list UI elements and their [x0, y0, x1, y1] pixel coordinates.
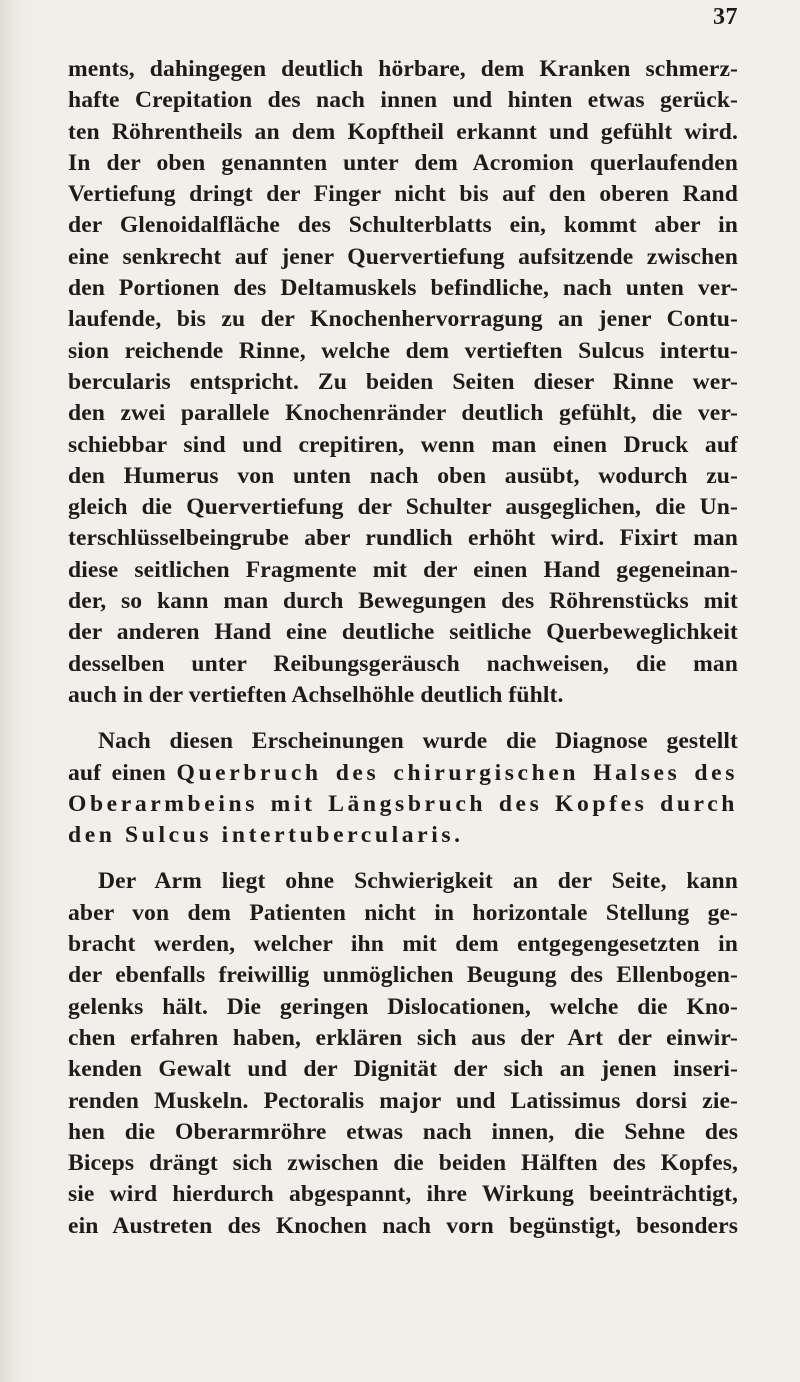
text-line: sion reichende Rinne, welche dem vertieften Sulcus intertu- — [68, 337, 738, 364]
diagnosis-emphasis: den Sulcus intertubercularis. — [68, 822, 464, 849]
text-line: der anderen Hand eine deutliche seitliche Querbeweglichkeit — [68, 619, 738, 646]
text-line: schiebbar sind und crepitiren, wenn man einen Druck auf — [68, 431, 738, 458]
text-line: chen erfahren haben, erklären sich aus der Art der einwir- — [68, 1024, 738, 1051]
text-line: Nach diesen Erscheinungen wurde die Diagnose gestellt — [98, 728, 738, 755]
text-line: terschlüsselbeingrube aber rundlich erhöht wird. Fixirt man — [68, 525, 738, 552]
diagnosis-emphasis: Querbruch des chirurgischen Halses des — [176, 759, 738, 786]
text-line: den Portionen des Deltamuskels befindliche, nach unten ver- — [68, 275, 738, 302]
text-line: hen die Oberarmröhre etwas nach innen, die Sehne des — [68, 1118, 738, 1145]
text-line: laufende, bis zu der Knochenhervorragung an jener Contu- — [68, 306, 738, 333]
text-line: ten Röhrentheils an dem Kopftheil erkannt und gefühlt wird. — [68, 118, 738, 145]
paragraph-gap — [68, 851, 738, 866]
text-line: eine senkrecht auf jener Quervertiefung aufsitzende zwischen — [68, 243, 738, 270]
text-line: gelenks hält. Die geringen Dislocationen, welche die Kno- — [68, 993, 738, 1020]
text-line: In der oben genannten unter dem Acromion querlaufenden — [68, 149, 738, 176]
text-line: kenden Gewalt und der Dignität der sich an jenen inseri- — [68, 1056, 738, 1083]
text-line: desselben unter Reibungsgeräusch nachweisen, die man — [68, 650, 738, 677]
text-line: diese seitlichen Fragmente mit der einen Hand gegeneinan- — [68, 556, 738, 583]
text-line: den zwei parallele Knochenränder deutlich gefühlt, die ver- — [68, 400, 738, 427]
text-fragment: auf einen — [68, 759, 166, 786]
text-line: gleich die Quervertiefung der Schulter ausgeglichen, die Un- — [68, 494, 738, 521]
text-line: der Glenoidalfläche des Schulterblatts ein, kommt aber in — [68, 212, 738, 239]
text-line: ments, dahingegen deutlich hörbare, dem Kranken schmerz- — [68, 56, 738, 82]
paragraph-1 — [68, 54, 738, 711]
diagnosis-emphasis: Oberarmbeins mit Längsbruch des Kopfes durch — [68, 790, 738, 817]
text-line: Biceps drängt sich zwischen die beiden Hälften des Kopfes, — [68, 1150, 738, 1177]
text-line: ein Austreten des Knochen nach vorn begünstigt, besonders — [68, 1212, 738, 1239]
text-line: Vertiefung dringt der Finger nicht bis auf den oberen Rand — [68, 181, 738, 208]
text-line: hafte Crepitation des nach innen und hinten etwas gerück- — [68, 87, 738, 114]
paragraph-3 — [68, 866, 738, 1242]
paragraph-2 — [68, 726, 738, 851]
text-line: der, so kann man durch Bewegungen des Röhrenstücks mit — [68, 588, 738, 615]
text-line: auch in der vertieften Achselhöhle deutlich fühlt. — [68, 681, 564, 708]
text-line: Der Arm liegt ohne Schwierigkeit an der Seite, kann — [98, 868, 738, 895]
body-text — [68, 54, 738, 1242]
text-line: der ebenfalls freiwillig unmöglichen Beugung des Ellenbogen- — [68, 962, 738, 989]
text-line: bracht werden, welcher ihn mit dem entgegengesetzten in — [68, 931, 738, 958]
text-line — [68, 758, 738, 789]
text-line: aber von dem Patienten nicht in horizontale Stellung ge- — [68, 899, 738, 926]
text-line: den Humerus von unten nach oben ausübt, wodurch zu- — [68, 462, 738, 489]
page-number: 37 — [713, 4, 738, 30]
text-line: sie wird hierdurch abgespannt, ihre Wirkung beeinträchtigt, — [68, 1181, 738, 1208]
text-line: renden Muskeln. Pectoralis major und Latissimus dorsi zie- — [68, 1087, 738, 1114]
text-line: bercularis entspricht. Zu beiden Seiten dieser Rinne wer- — [68, 368, 738, 395]
paragraph-gap — [68, 711, 738, 726]
